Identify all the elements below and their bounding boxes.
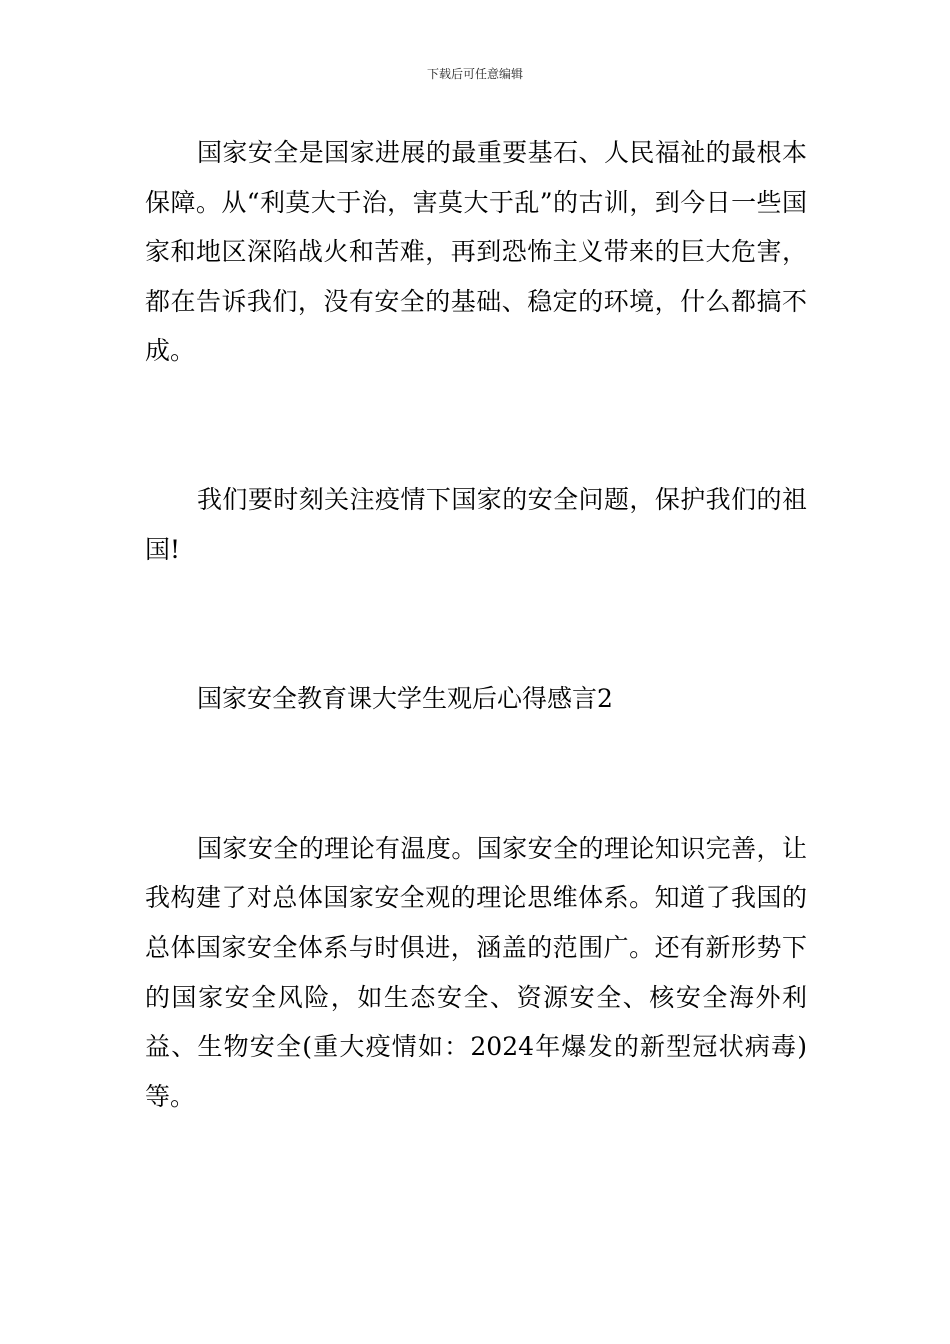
paragraph-national-security-foundation: 国家安全是国家进展的最重要基石、人民福祉的最根本保障。从“利莫大于治，害莫大于乱”的古训，到今日一些国家和地区深陷战火和苦难，再到恐怖主义带来的巨大危害，都在告诉我们，没有安全的基础、稳定的环境，什么都搞不成。 [145,138,807,366]
document-body [145,128,807,1121]
section-title: 国家安全教育课大学生观后心得感言2 [197,684,613,714]
page-header: 下载后可任意编辑 [426,67,523,81]
paragraph-protect-motherland: 我们要时刻关注疫情下国家的安全问题，保护我们的祖国! [145,484,807,564]
paragraph-security-theory: 国家安全的理论有温度。国家安全的理论知识完善，让我构建了对总体国家安全观的理论思维体系。知道了我国的总体国家安全体系与时俱进，涵盖的范围广。还有新形势下的国家安全风险，如生态安全、资源安全、核安全海外利益、生物安全(重大疫情如：2024年爆发的新型冠状病毒)等。 [145,833,807,1111]
